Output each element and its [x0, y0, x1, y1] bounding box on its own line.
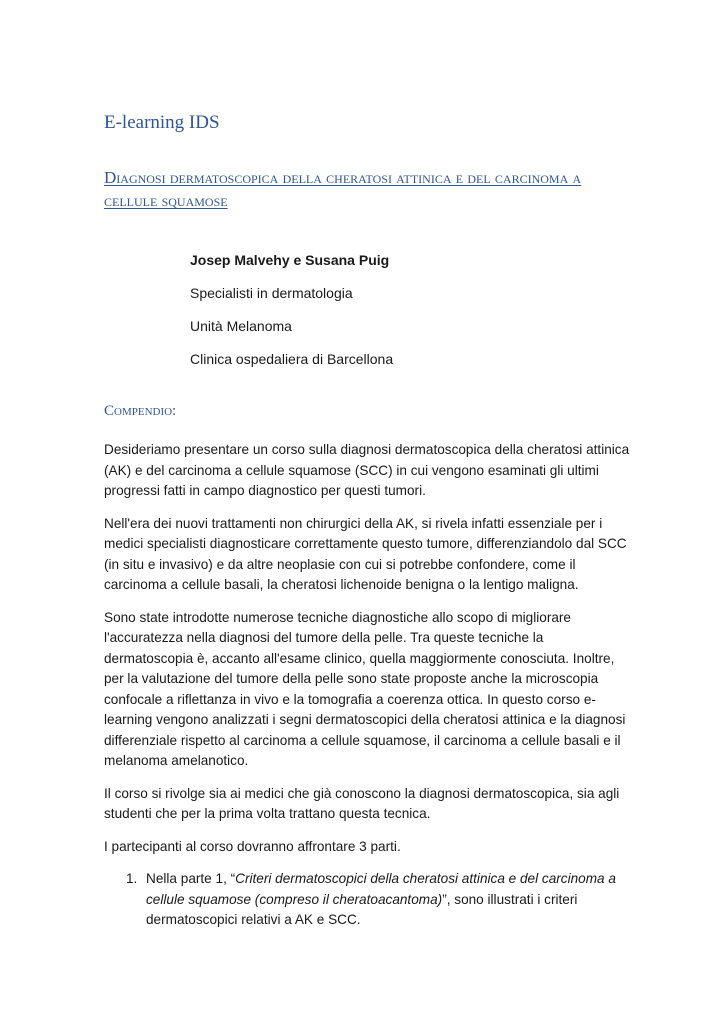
author-role: Specialisti in dermatologia [190, 285, 353, 301]
authors-block [190, 244, 393, 376]
author-names: Josep Malvehy e Susana Puig [190, 252, 390, 268]
paragraph: Nell'era dei nuovi trattamenti non chirurgici della AK, si rivela infatti essenziale per i medici specialisti diagnosticare correttamente questo tumore, differenziandolo dal SCC (in situ e invasivo) e da altre neoplasie con cui si potrebbe confondere, come il carcinoma a cellule basali, la cheratosi lichenoide benigna o la lentigo maligna. [104, 515, 627, 592]
paragraph: Il corso si rivolge sia ai medici che già conoscono la diagnosi dermatoscopica, sia agli studenti che per la prima volta trattano questa tecnica. [104, 785, 620, 821]
list-item-italic-title: Criteri dermatoscopici della cheratosi attinica e del carcinoma a cellule squamose (compreso il cheratoacantoma) [146, 871, 616, 907]
list-item-number: 1. [126, 871, 138, 886]
list-item-suffix: ”, sono illustrati i criteri dermatoscopici relativi a AK e SCC. [146, 891, 578, 927]
parts-list [104, 869, 634, 931]
section-title: Diagnosi dermatoscopica della cheratosi attinica e del carcinoma a cellule squamose [104, 168, 582, 210]
paragraph: Sono state introdotte numerose tecniche diagnostiche allo scopo di migliorare l'accuratezza nella diagnosi del tumore della pelle. Tra queste tecniche la dermatoscopia è, accanto all'esame clinico, quella maggiormente conosciuta. Inoltre, per la valutazione del tumore della pelle sono state proposte anche la microscopia confocale a riflettanza in vivo e la tomografia a coerenza ottica. In questo corso e-learning vengono analizzati i segni dermatoscopici della cheratosi attinica e la diagnosi differenziale rispetto al carcinoma a cellule squamose, il carcinoma a cellule basali e il melanoma amelanotico. [104, 609, 626, 768]
paragraph: I partecipanti al corso dovranno affrontare 3 parti. [104, 838, 401, 854]
document-title: E-learning IDS [104, 112, 220, 133]
summary-heading: Compendio: [104, 403, 177, 419]
author-institution: Clinica ospedaliera di Barcellona [190, 351, 394, 367]
paragraph: Desideriamo presentare un corso sulla diagnosi dermatoscopica della cheratosi attinica (AK) e del carcinoma a cellule squamose (SCC) in cui vengono esaminati gli ultimi progressi fatti in campo diagnostico per questi tumori. [104, 442, 630, 498]
list-item [104, 869, 634, 931]
summary-body [104, 440, 634, 931]
author-unit: Unità Melanoma [190, 318, 292, 334]
list-item-prefix: Nella parte 1, “ [146, 871, 236, 886]
